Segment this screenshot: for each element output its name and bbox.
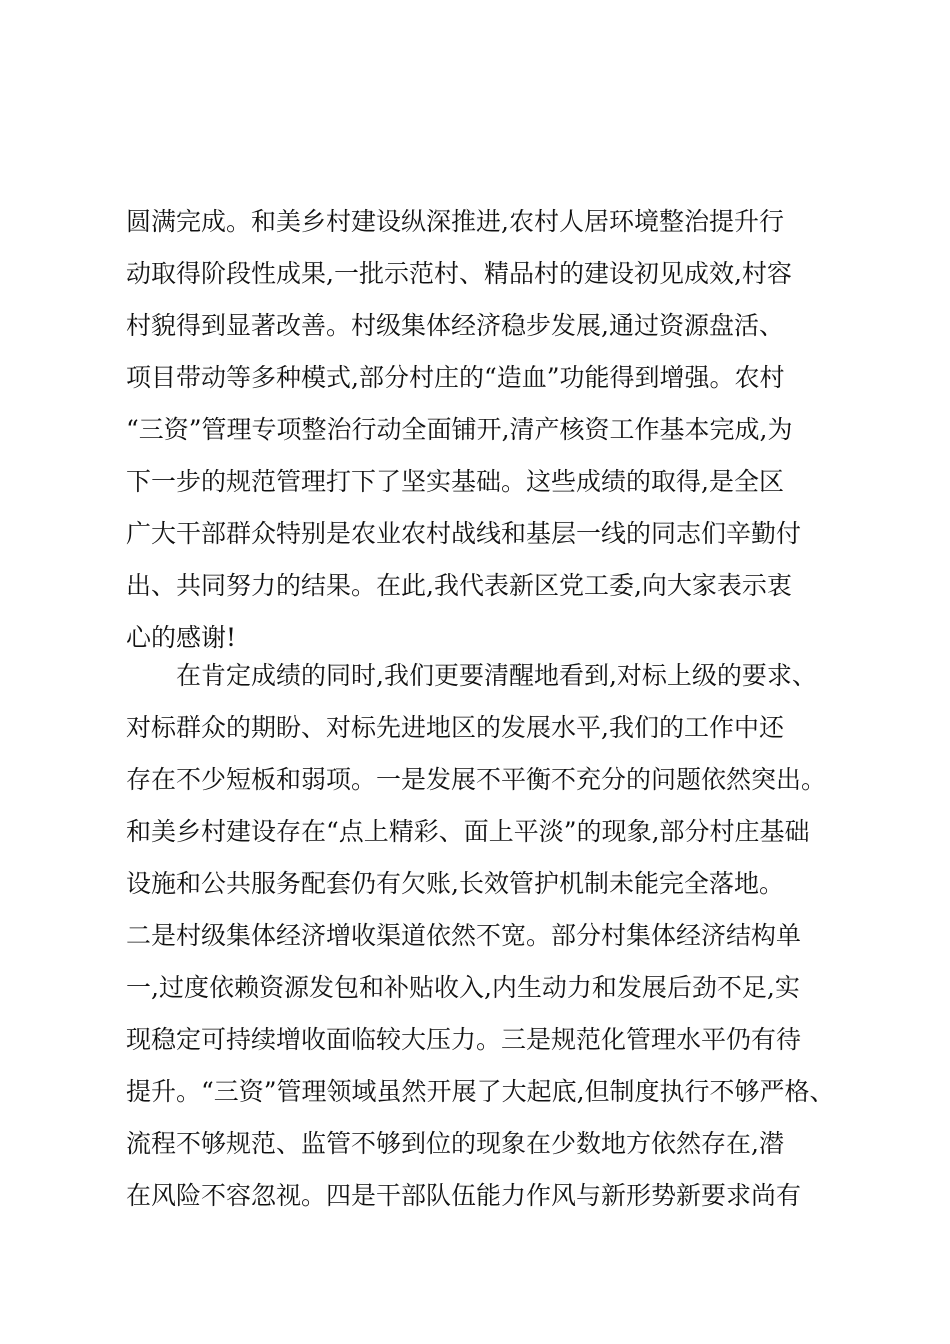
text-line: 动取得阶段性成果,一批示范村、精品村的建设初见成效,村容 [126, 259, 792, 288]
text-line: 和美乡村建设存在“点上精彩、面上平淡”的现象,部分村庄基础 [126, 817, 810, 846]
text-line: 圆满完成。和美乡村建设纵深推进,农村人居环境整治提升行 [126, 207, 784, 236]
text-line: 现稳定可持续增收面临较大压力。三是规范化管理水平仍有待 [126, 1025, 802, 1054]
text-line: 设施和公共服务配套仍有欠账,长效管护机制未能完全落地。 [126, 869, 784, 898]
text-line: 提升。“三资”管理领域虽然开展了大起底,但制度执行不够严格、 [126, 1077, 835, 1106]
text-line: 二是村级集体经济增收渠道依然不宽。部分村集体经济结构单 [126, 921, 802, 950]
text-line: 下一步的规范管理打下了坚实基础。这些成绩的取得,是全区 [126, 467, 784, 496]
text-line: 在风险不容忽视。四是干部队伍能力作风与新形势新要求尚有 [126, 1181, 802, 1210]
text-line: 村貌得到显著改善。村级集体经济稳步发展,通过资源盘活、 [126, 311, 784, 340]
text-line: 项目带动等多种模式,部分村庄的“造血”功能得到增强。农村 [126, 363, 785, 392]
text-line: 一,过度依赖资源发包和补贴收入,内生动力和发展后劲不足,实 [126, 973, 800, 1002]
text-line: “三资”管理专项整治行动全面铺开,清产核资工作基本完成,为 [126, 415, 793, 444]
text-line: 出、共同努力的结果。在此,我代表新区党工委,向大家表示衷 [126, 571, 792, 600]
paragraph-shortcomings [126, 650, 846, 1222]
text-line: 在肯定成绩的同时,我们更要清醒地看到,对标上级的要求、 [126, 661, 817, 690]
paragraph-achievements [126, 196, 846, 664]
text-line: 对标群众的期盼、对标先进地区的发展水平,我们的工作中还 [126, 713, 784, 742]
text-line: 广大干部群众特别是农业农村战线和基层一线的同志们辛勤付 [126, 519, 802, 548]
text-line: 心的感谢! [126, 623, 237, 652]
text-line: 流程不够规范、监管不够到位的现象在少数地方依然存在,潜 [126, 1129, 784, 1158]
text-line: 存在不少短板和弱项。一是发展不平衡不充分的问题依然突出。 [126, 765, 827, 794]
